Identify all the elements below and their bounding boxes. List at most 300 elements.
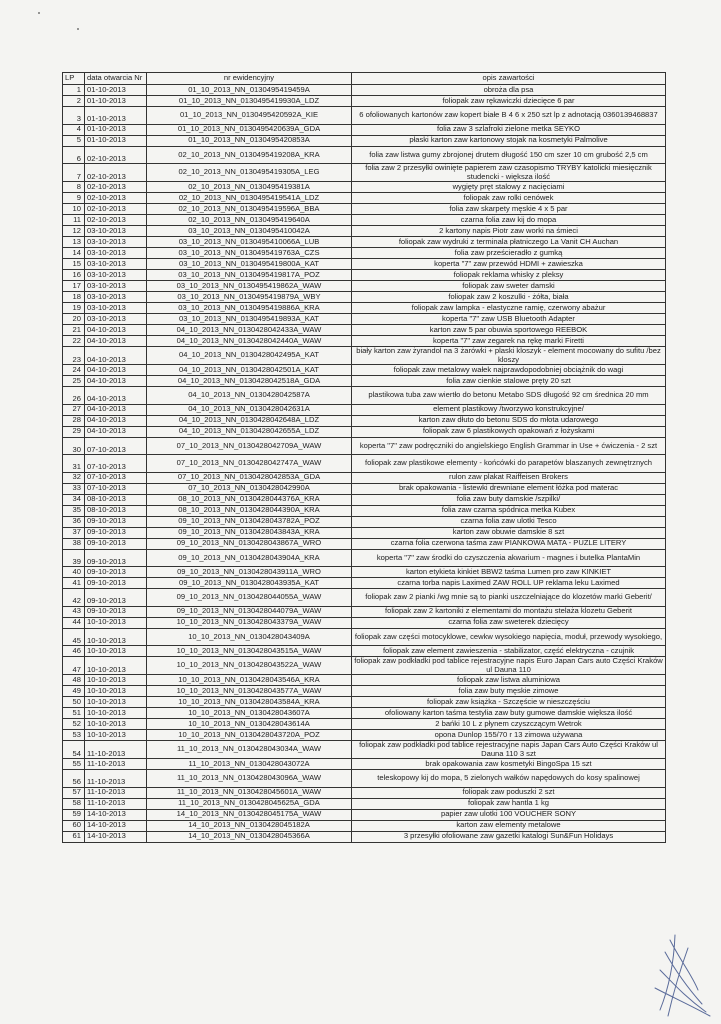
row-lp: 42	[63, 589, 85, 607]
row-lp: 35	[63, 505, 85, 516]
row-description: czarna folia zaw ulotki Tesco	[352, 516, 666, 527]
row-registry-number: 04_10_2013_NN_0130428042440A_WAW	[147, 336, 352, 347]
row-date: 10-10-2013	[85, 675, 147, 686]
row-lp: 38	[63, 538, 85, 549]
row-lp: 46	[63, 646, 85, 657]
row-description: czarna torba napis Laximed ZAW ROLL UP reklama leku Laximed	[352, 578, 666, 589]
row-date: 10-10-2013	[85, 708, 147, 719]
row-description: folia zaw czarna spódnica metka Kubex	[352, 505, 666, 516]
row-description: foliopak zaw listwa aluminiowa	[352, 675, 666, 686]
row-registry-number: 11_10_2013_NN_0130428043096A_WAW	[147, 770, 352, 788]
row-date: 01-10-2013	[85, 85, 147, 96]
row-lp: 33	[63, 483, 85, 494]
row-description: folia zaw 3 szlafroki zielone metka SEYKO	[352, 124, 666, 135]
table-row	[63, 628, 666, 646]
row-lp: 27	[63, 404, 85, 415]
row-lp: 18	[63, 292, 85, 303]
row-lp: 43	[63, 606, 85, 617]
table-row	[63, 387, 666, 405]
row-description: ofoliowany karton taśma testylia zaw buty gumowe damskie większa ilość	[352, 708, 666, 719]
row-date: 09-10-2013	[85, 527, 147, 538]
row-description: foliopak zaw 2 koszulki - żółta, biała	[352, 292, 666, 303]
row-date: 04-10-2013	[85, 387, 147, 405]
row-date: 01-10-2013	[85, 107, 147, 125]
row-date: 03-10-2013	[85, 303, 147, 314]
row-registry-number: 03_10_2013_NN_0130495419893A_KAT	[147, 314, 352, 325]
row-lp: 36	[63, 516, 85, 527]
row-description: koperta "7" zaw zegarek na rękę marki Firetti	[352, 336, 666, 347]
registry-table	[62, 72, 666, 843]
row-registry-number: 04_10_2013_NN_0130428042501A_KAT	[147, 365, 352, 376]
row-date: 11-10-2013	[85, 787, 147, 798]
row-date: 07-10-2013	[85, 483, 147, 494]
row-description: karton zaw dłuto do betonu SDS do młota udarowego	[352, 415, 666, 426]
table-row	[63, 472, 666, 483]
row-registry-number: 14_10_2013_NN_0130428045175A_WAW	[147, 809, 352, 820]
row-description: folia zaw prześcieradło z gumką	[352, 248, 666, 259]
table-row	[63, 107, 666, 125]
table-row	[63, 831, 666, 842]
row-description: foliopak zaw podkładki pod tablice rejestracyjne napis Euro Japan Cars auto Części Kraków ul Dauna 110	[352, 657, 666, 675]
table-row	[63, 415, 666, 426]
row-lp: 17	[63, 281, 85, 292]
table-row	[63, 426, 666, 437]
table-row	[63, 314, 666, 325]
row-registry-number: 03_10_2013_NN_0130495410066A_LUB	[147, 237, 352, 248]
row-description: biały karton zaw żyrandol na 3 żarówki + plaski kloszyk - element mocowany do sufitu /bez kloszy	[352, 347, 666, 365]
header-description: opis zawartości	[352, 73, 666, 85]
row-lp: 11	[63, 215, 85, 226]
row-date: 01-10-2013	[85, 124, 147, 135]
row-registry-number: 07_10_2013_NN_0130428042709A_WAW	[147, 437, 352, 455]
row-description: 2 kartony napis Piotr zaw worki na śmieci	[352, 226, 666, 237]
row-lp: 28	[63, 415, 85, 426]
row-date: 03-10-2013	[85, 292, 147, 303]
row-description: foliopak zaw poduszki 2 szt	[352, 787, 666, 798]
row-registry-number: 10_10_2013_NN_0130428043522A_WAW	[147, 657, 352, 675]
row-description: foliopak zaw 2 kartoniki z elementami do montażu stelaża klozetu Geberit	[352, 606, 666, 617]
table-row	[63, 226, 666, 237]
row-description: foliopak zaw metalowy wałek najprawdopodobniej obciążnik do wagi	[352, 365, 666, 376]
row-registry-number: 14_10_2013_NN_0130428045366A	[147, 831, 352, 842]
row-description: koperta "7" zaw USB Bluetooth Adapter	[352, 314, 666, 325]
row-date: 10-10-2013	[85, 719, 147, 730]
table-row	[63, 657, 666, 675]
row-description: element plastikowy /tworzywo konstrukcyjne/	[352, 404, 666, 415]
row-description: 2 bańki 10 L z płynem czyszczącym Wetrok	[352, 719, 666, 730]
row-lp: 53	[63, 730, 85, 741]
table-row	[63, 96, 666, 107]
table-row	[63, 730, 666, 741]
table-row	[63, 697, 666, 708]
row-registry-number: 08_10_2013_NN_0130428044390A_KRA	[147, 505, 352, 516]
row-description: foliopak reklama whisky z pleksy	[352, 270, 666, 281]
table-row	[63, 325, 666, 336]
row-description: foliopak zaw wydruki z terminala płatniczego La Vanit CH Auchan	[352, 237, 666, 248]
row-lp: 51	[63, 708, 85, 719]
row-lp: 5	[63, 135, 85, 146]
table-row	[63, 164, 666, 182]
row-registry-number: 02_10_2013_NN_0130495419305A_LEG	[147, 164, 352, 182]
row-date: 02-10-2013	[85, 193, 147, 204]
row-description: folia zaw skarpety męskie 4 x 5 par	[352, 204, 666, 215]
row-registry-number: 09_10_2013_NN_0130428044079A_WAW	[147, 606, 352, 617]
row-date: 11-10-2013	[85, 798, 147, 809]
row-description: opona Dunlop 155/70 r 13 zimowa używana	[352, 730, 666, 741]
table-row	[63, 567, 666, 578]
table-row	[63, 146, 666, 164]
row-registry-number: 03_10_2013_NN_0130495410042A	[147, 226, 352, 237]
row-description: foliopak zaw element zawieszenia - stabilizator, część elektryczna - czujnik	[352, 646, 666, 657]
row-registry-number: 11_10_2013_NN_0130428043072A	[147, 759, 352, 770]
row-registry-number: 09_10_2013_NN_0130428043911A_WRO	[147, 567, 352, 578]
row-lp: 15	[63, 259, 85, 270]
row-registry-number: 01_10_2013_NN_0130495420853A	[147, 135, 352, 146]
table-row	[63, 85, 666, 96]
table-row	[63, 686, 666, 697]
table-row	[63, 549, 666, 567]
row-description: czarna folia zaw kij do mopa	[352, 215, 666, 226]
row-registry-number: 10_10_2013_NN_0130428043607A	[147, 708, 352, 719]
row-lp: 22	[63, 336, 85, 347]
table-row	[63, 215, 666, 226]
table-row	[63, 770, 666, 788]
row-date: 10-10-2013	[85, 697, 147, 708]
row-registry-number: 10_10_2013_NN_0130428043584A_KRA	[147, 697, 352, 708]
table-row	[63, 182, 666, 193]
row-lp: 55	[63, 759, 85, 770]
row-date: 03-10-2013	[85, 226, 147, 237]
row-registry-number: 10_10_2013_NN_0130428043379A_WAW	[147, 617, 352, 628]
row-date: 04-10-2013	[85, 376, 147, 387]
row-lp: 8	[63, 182, 85, 193]
row-registry-number: 02_10_2013_NN_0130495419208A_KRA	[147, 146, 352, 164]
row-description: foliopak zaw podkładki pod tablice rejestracyjne napis Japan Cars Auto Części Kraków ul Dauna 110 3 szt	[352, 741, 666, 759]
row-date: 11-10-2013	[85, 759, 147, 770]
row-lp: 40	[63, 567, 85, 578]
header-registry-number: nr ewidencyjny	[147, 73, 352, 85]
header-date: data otwarcia Nr	[85, 73, 147, 85]
row-lp: 45	[63, 628, 85, 646]
row-date: 07-10-2013	[85, 472, 147, 483]
row-description: foliopak zaw rękawiczki dziecięce 6 par	[352, 96, 666, 107]
row-lp: 31	[63, 455, 85, 473]
table-row	[63, 787, 666, 798]
row-date: 04-10-2013	[85, 325, 147, 336]
row-registry-number: 03_10_2013_NN_0130495419862A_WAW	[147, 281, 352, 292]
row-description: płaski karton zaw kartonowy stojak na kosmetyki Palmolive	[352, 135, 666, 146]
row-date: 02-10-2013	[85, 215, 147, 226]
row-description: foliopak zaw plastikowe elementy - końcówki do parapetów blaszanych zewnętrznych	[352, 455, 666, 473]
table-row	[63, 675, 666, 686]
scan-speck	[77, 28, 79, 30]
row-description: rulon zaw plakat Raiffeisen Brokers	[352, 472, 666, 483]
row-description: plastikowa tuba zaw wiertło do betonu Metabo SDS długość 92 cm średnica 20 mm	[352, 387, 666, 405]
row-registry-number: 04_10_2013_NN_0130428042495A_KAT	[147, 347, 352, 365]
table-row	[63, 204, 666, 215]
table-row	[63, 741, 666, 759]
row-description: foliopak zaw części motocyklowe, cewkw wysokiego napięcia, moduł, przewody wysokiego,	[352, 628, 666, 646]
row-date: 09-10-2013	[85, 538, 147, 549]
table-row	[63, 719, 666, 730]
row-registry-number: 04_10_2013_NN_0130428042518A_GDA	[147, 376, 352, 387]
row-description: wygięty pręt stalowy z nacięciami	[352, 182, 666, 193]
row-registry-number: 01_10_2013_NN_0130495420639A_GDA	[147, 124, 352, 135]
table-row	[63, 365, 666, 376]
row-registry-number: 09_10_2013_NN_0130428043867A_WRO	[147, 538, 352, 549]
row-description: brak opakowania - listewki drewniane element łóżka pod materac	[352, 483, 666, 494]
row-registry-number: 03_10_2013_NN_0130495419886A_KRA	[147, 303, 352, 314]
row-registry-number: 10_10_2013_NN_0130428043515A_WAW	[147, 646, 352, 657]
row-date: 04-10-2013	[85, 426, 147, 437]
row-date: 03-10-2013	[85, 248, 147, 259]
row-description: karton etykieta kinkiet BBW2 taśma Lumen pro zaw KINKIET	[352, 567, 666, 578]
row-date: 04-10-2013	[85, 404, 147, 415]
table-row	[63, 336, 666, 347]
row-lp: 32	[63, 472, 85, 483]
row-description: folia zaw 2 przesyłki owinięte papierem zaw czasopismo TRYBY katolicki miesięcznik studencki - większa ilość	[352, 164, 666, 182]
table-row	[63, 193, 666, 204]
row-date: 10-10-2013	[85, 657, 147, 675]
row-date: 03-10-2013	[85, 281, 147, 292]
table-row	[63, 437, 666, 455]
row-lp: 56	[63, 770, 85, 788]
row-lp: 3	[63, 107, 85, 125]
row-description: foliopak zaw lampka - elastyczne ramię, czerwony abażur	[352, 303, 666, 314]
row-registry-number: 10_10_2013_NN_0130428043614A	[147, 719, 352, 730]
row-date: 11-10-2013	[85, 770, 147, 788]
row-lp: 23	[63, 347, 85, 365]
row-registry-number: 04_10_2013_NN_0130428042631A	[147, 404, 352, 415]
row-registry-number: 09_10_2013_NN_0130428043935A_KAT	[147, 578, 352, 589]
table-row	[63, 538, 666, 549]
table-row	[63, 270, 666, 281]
row-description: czarna folia zaw sweterek dziecięcy	[352, 617, 666, 628]
row-registry-number: 11_10_2013_NN_0130428045625A_GDA	[147, 798, 352, 809]
row-registry-number: 07_10_2013_NN_0130428042747A_WAW	[147, 455, 352, 473]
row-lp: 9	[63, 193, 85, 204]
table-row	[63, 292, 666, 303]
table-row	[63, 527, 666, 538]
row-date: 10-10-2013	[85, 646, 147, 657]
row-lp: 52	[63, 719, 85, 730]
row-lp: 48	[63, 675, 85, 686]
row-description: karton zaw elementy metalowe	[352, 820, 666, 831]
row-lp: 58	[63, 798, 85, 809]
row-date: 07-10-2013	[85, 437, 147, 455]
table-row	[63, 708, 666, 719]
table-row	[63, 494, 666, 505]
row-description: foliopak zaw sweter damski	[352, 281, 666, 292]
row-lp: 61	[63, 831, 85, 842]
row-registry-number: 02_10_2013_NN_0130495419596A_BBA	[147, 204, 352, 215]
row-registry-number: 03_10_2013_NN_0130495419763A_CZS	[147, 248, 352, 259]
row-date: 09-10-2013	[85, 549, 147, 567]
table-row	[63, 820, 666, 831]
row-date: 02-10-2013	[85, 164, 147, 182]
row-registry-number: 09_10_2013_NN_0130428043904A_KRA	[147, 549, 352, 567]
table-body	[63, 85, 666, 843]
row-date: 09-10-2013	[85, 516, 147, 527]
row-registry-number: 08_10_2013_NN_0130428044376A_KRA	[147, 494, 352, 505]
table-row	[63, 809, 666, 820]
row-date: 10-10-2013	[85, 686, 147, 697]
row-registry-number: 01_10_2013_NN_0130495419930A_LDZ	[147, 96, 352, 107]
row-registry-number: 09_10_2013_NN_0130428044055A_WAW	[147, 589, 352, 607]
row-lp: 49	[63, 686, 85, 697]
row-lp: 20	[63, 314, 85, 325]
row-lp: 21	[63, 325, 85, 336]
row-registry-number: 14_10_2013_NN_0130428045182A	[147, 820, 352, 831]
row-date: 08-10-2013	[85, 505, 147, 516]
row-registry-number: 04_10_2013_NN_0130428042655A_LDZ	[147, 426, 352, 437]
row-registry-number: 01_10_2013_NN_0130495419459A	[147, 85, 352, 96]
row-description: brak opakowania zaw kosmetyki BingoSpa 15 szt	[352, 759, 666, 770]
row-lp: 30	[63, 437, 85, 455]
row-date: 01-10-2013	[85, 135, 147, 146]
table-row	[63, 237, 666, 248]
table-row	[63, 376, 666, 387]
row-lp: 59	[63, 809, 85, 820]
row-lp: 6	[63, 146, 85, 164]
row-lp: 4	[63, 124, 85, 135]
row-registry-number: 01_10_2013_NN_0130495420592A_KIE	[147, 107, 352, 125]
row-registry-number: 04_10_2013_NN_0130428042433A_WAW	[147, 325, 352, 336]
row-description: 3 przesyłki ofoliowane zaw gazetki katalogi Sun&Fun Holidays	[352, 831, 666, 842]
row-date: 02-10-2013	[85, 182, 147, 193]
row-lp: 2	[63, 96, 85, 107]
row-registry-number: 10_10_2013_NN_0130428043720A_POZ	[147, 730, 352, 741]
scan-speck	[38, 12, 40, 14]
row-date: 03-10-2013	[85, 270, 147, 281]
row-registry-number: 03_10_2013_NN_0130495419800A_KAT	[147, 259, 352, 270]
row-lp: 12	[63, 226, 85, 237]
row-description: koperta "7" zaw przewód HDMI + zawieszka	[352, 259, 666, 270]
table-row	[63, 617, 666, 628]
table-row	[63, 798, 666, 809]
row-lp: 7	[63, 164, 85, 182]
row-lp: 41	[63, 578, 85, 589]
row-date: 01-10-2013	[85, 96, 147, 107]
row-lp: 14	[63, 248, 85, 259]
row-description: foliopak zaw 2 pianki /wg mnie są to pianki uszczelniające do klozetów marki Geberit/	[352, 589, 666, 607]
table-row	[63, 124, 666, 135]
row-date: 03-10-2013	[85, 237, 147, 248]
row-date: 08-10-2013	[85, 494, 147, 505]
row-description: folia zaw listwa gumy zbrojonej drutem długość 150 cm szer 10 cm grubość 2,5 cm	[352, 146, 666, 164]
row-lp: 37	[63, 527, 85, 538]
table-row	[63, 606, 666, 617]
table-row	[63, 483, 666, 494]
row-date: 04-10-2013	[85, 336, 147, 347]
header-row	[63, 73, 666, 85]
row-date: 07-10-2013	[85, 455, 147, 473]
row-lp: 54	[63, 741, 85, 759]
row-lp: 26	[63, 387, 85, 405]
row-lp: 44	[63, 617, 85, 628]
row-date: 14-10-2013	[85, 820, 147, 831]
row-date: 14-10-2013	[85, 831, 147, 842]
table-row	[63, 759, 666, 770]
row-description: foliopak zaw rolki cenówek	[352, 193, 666, 204]
row-lp: 16	[63, 270, 85, 281]
row-description: koperta "7" zaw podręczniki do angielskiego English Grammar in Use + ćwiczenia - 2 szt	[352, 437, 666, 455]
row-description: foliopak zaw hantla 1 kg	[352, 798, 666, 809]
row-description: koperta "7" zaw środki do czyszczenia akwarium - magnes i butelka PlantaMin	[352, 549, 666, 567]
row-description: foliopak zaw książka - Szczęście w nieszczęściu	[352, 697, 666, 708]
row-registry-number: 11_10_2013_NN_0130428043034A_WAW	[147, 741, 352, 759]
table-row	[63, 516, 666, 527]
row-date: 09-10-2013	[85, 578, 147, 589]
row-date: 10-10-2013	[85, 617, 147, 628]
row-registry-number: 09_10_2013_NN_0130428043782A_POZ	[147, 516, 352, 527]
row-registry-number: 10_10_2013_NN_0130428043577A_WAW	[147, 686, 352, 697]
row-registry-number: 02_10_2013_NN_0130495419640A	[147, 215, 352, 226]
row-lp: 50	[63, 697, 85, 708]
row-lp: 19	[63, 303, 85, 314]
row-lp: 60	[63, 820, 85, 831]
row-date: 04-10-2013	[85, 415, 147, 426]
row-lp: 25	[63, 376, 85, 387]
row-lp: 34	[63, 494, 85, 505]
row-date: 03-10-2013	[85, 259, 147, 270]
row-registry-number: 07_10_2013_NN_0130428042990A	[147, 483, 352, 494]
table-row	[63, 404, 666, 415]
row-date: 10-10-2013	[85, 628, 147, 646]
row-description: folia zaw buty męskie zimowe	[352, 686, 666, 697]
table-row	[63, 135, 666, 146]
row-description: obroża dla psa	[352, 85, 666, 96]
row-lp: 47	[63, 657, 85, 675]
table-row	[63, 455, 666, 473]
row-lp: 13	[63, 237, 85, 248]
row-description: foliopak zaw 6 plastikowych opakowań z łożyskami	[352, 426, 666, 437]
table-row	[63, 281, 666, 292]
table-row	[63, 578, 666, 589]
row-description: folia zaw buty damskie /szpilki/	[352, 494, 666, 505]
row-lp: 29	[63, 426, 85, 437]
table-row	[63, 347, 666, 365]
row-registry-number: 10_10_2013_NN_0130428043409A	[147, 628, 352, 646]
row-registry-number: 04_10_2013_NN_0130428042648A_LDZ	[147, 415, 352, 426]
row-registry-number: 03_10_2013_NN_0130495419879A_WBY	[147, 292, 352, 303]
header-lp: LP	[63, 73, 85, 85]
row-date: 03-10-2013	[85, 314, 147, 325]
table-row	[63, 505, 666, 516]
row-date: 09-10-2013	[85, 589, 147, 607]
table-row	[63, 589, 666, 607]
row-date: 04-10-2013	[85, 347, 147, 365]
row-date: 02-10-2013	[85, 146, 147, 164]
row-registry-number: 10_10_2013_NN_0130428043546A_KRA	[147, 675, 352, 686]
row-date: 14-10-2013	[85, 809, 147, 820]
row-description: czarna folia czerwona taśma zaw PIANKOWA MATA - PUZLE LITERY	[352, 538, 666, 549]
row-date: 04-10-2013	[85, 365, 147, 376]
row-lp: 57	[63, 787, 85, 798]
row-date: 10-10-2013	[85, 730, 147, 741]
row-date: 11-10-2013	[85, 741, 147, 759]
row-registry-number: 09_10_2013_NN_0130428043843A_KRA	[147, 527, 352, 538]
row-lp: 10	[63, 204, 85, 215]
row-description: karton zaw obuwie damskie 8 szt	[352, 527, 666, 538]
row-date: 02-10-2013	[85, 204, 147, 215]
row-lp: 1	[63, 85, 85, 96]
table-row	[63, 259, 666, 270]
row-registry-number: 04_10_2013_NN_0130428042587A	[147, 387, 352, 405]
row-registry-number: 03_10_2013_NN_0130495419817A_POZ	[147, 270, 352, 281]
table-row	[63, 248, 666, 259]
row-description: karton zaw 5 par obuwia sportowego REEBOK	[352, 325, 666, 336]
